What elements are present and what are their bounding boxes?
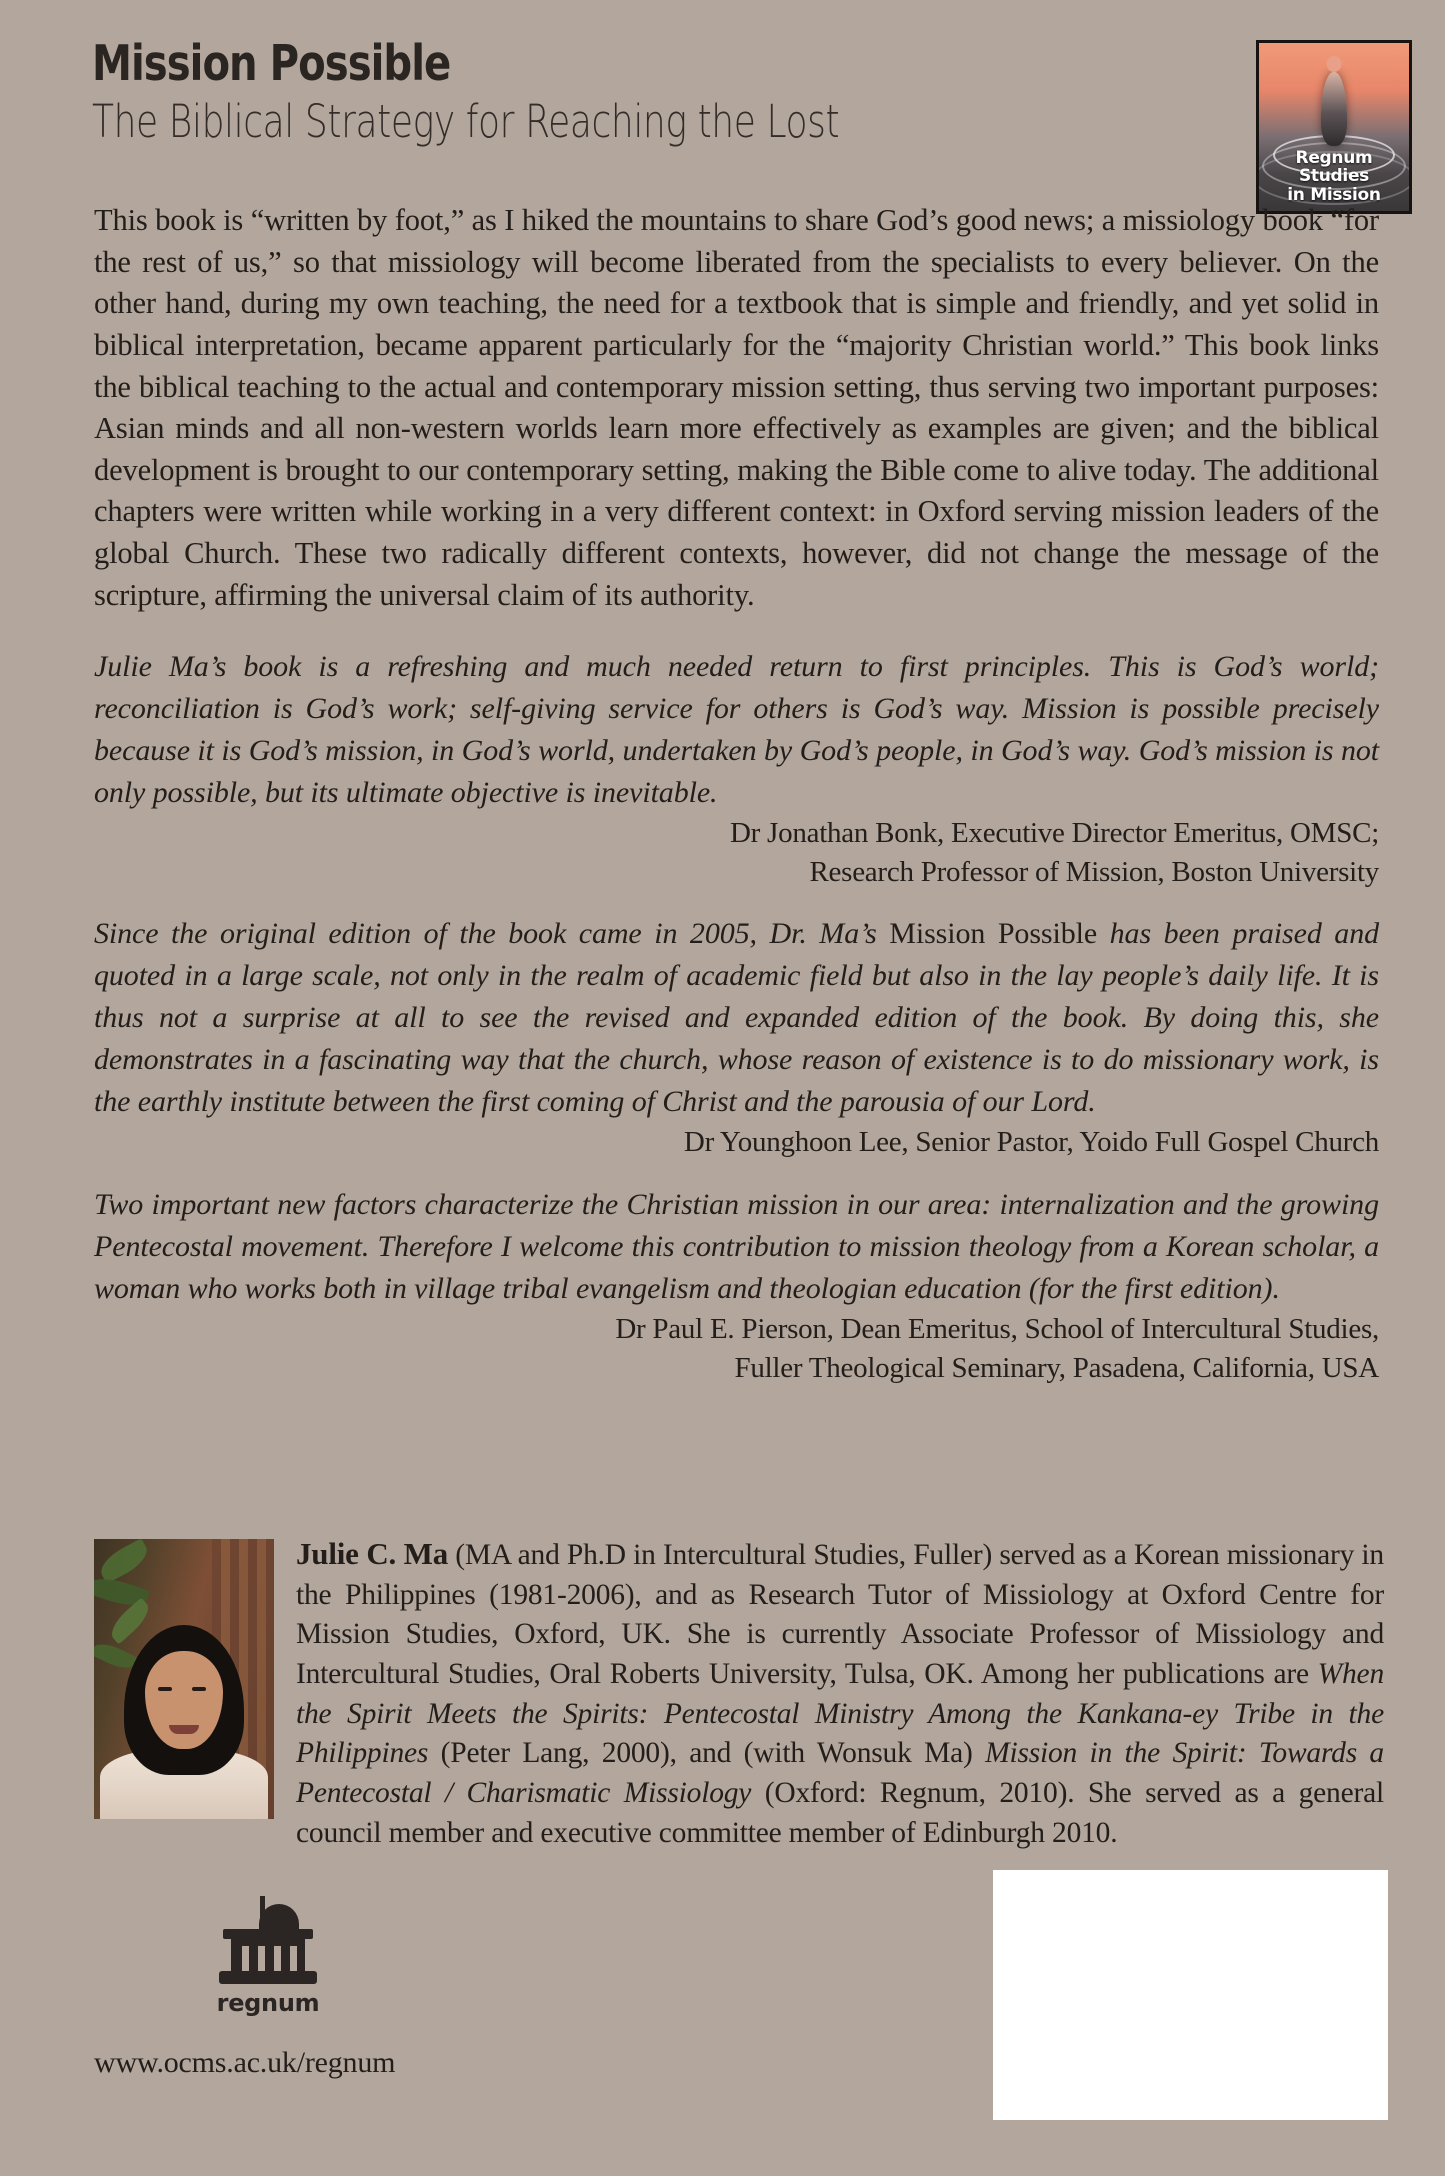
author-bio-part1: (MA and Ph.D in Intercultural Studies, Fuller) served as a Korean missionary in the Philippines (1981-2006), and as Research Tutor of Missiology at Oxford Centre for Mission Studies, Oxford, UK. She is currently Associate Professor of Missiology and Intercultural Studies, Oral Roberts University, Tulsa, OK. Among her publications are <box>296 1539 1384 1691</box>
cover-content <box>94 200 1379 1387</box>
building-columns <box>231 1939 305 1971</box>
endorsement-quote-1: Julie Ma’s book is a refreshing and much needed return to first principles. This is God’s world; reconciliation is God’s work; self-giving service for others is God’s way. Mission is possible precisely because it is God’s mission, in God’s world, undertaken by God’s people, in God’s way. God’s mission is not only possible, but its ultimate objective is inevitable. <box>94 650 1379 810</box>
endorsement-quote-2-post: has been praised and quoted in a large scale, not only in the realm of academic field but also in the lay people’s daily life. It is thus not a surprise at all to see the revised and expanded edition of the book. By doing this, she demonstrates in a fascinating way that the church, whose reason of existence is to do missionary work, is the earthly institute between the first coming of Christ and the parousia of our Lord. <box>94 917 1379 1119</box>
author-name: Julie C. Ma <box>296 1536 449 1571</box>
author-photo <box>94 1539 274 1819</box>
author-bio <box>94 1533 1384 1853</box>
page-subtitle: The Biblical Strategy for Reaching the Lost <box>92 95 840 149</box>
endorsement-quote-2-booktitle: Mission Possible <box>889 917 1098 951</box>
endorsement-attribution-1-line2: Research Professor of Mission, Boston University <box>809 855 1379 888</box>
author-book-title-1: When the Spirit Meets the Spirits: Pentecostal Ministry Among the Kankana-ey Tribe in the Philippines <box>296 1658 1384 1770</box>
photo-mouth <box>169 1725 199 1734</box>
series-logo <box>1256 40 1412 214</box>
publisher-name: regnum <box>216 1989 320 2017</box>
classical-building-icon <box>219 1900 317 1984</box>
building-column-gap <box>290 1946 297 1971</box>
building-dome <box>259 1904 299 1932</box>
endorsement-attribution-3-line2: Fuller Theological Seminary, Pasadena, California, USA <box>734 1351 1379 1384</box>
endorsement-quote-2-pre: Since the original edition of the book came in 2005, Dr. Ma’s <box>94 917 890 951</box>
building-column-gap <box>258 1946 265 1971</box>
cover-header <box>92 35 1405 188</box>
building-column-gap <box>274 1946 281 1971</box>
series-logo-label <box>1259 149 1409 204</box>
endorsement-quote-2 <box>94 913 1379 1123</box>
barcode-placeholder <box>993 1870 1388 2120</box>
author-bio-part2: (Peter Lang, 2000), and (with Wonsuk Ma) <box>428 1737 986 1770</box>
building-column-gap <box>242 1946 249 1971</box>
author-bio-part3: (Oxford: Regnum, 2010). She served as a general council member and executive committee member of Edinburgh 2010. <box>296 1777 1385 1849</box>
endorsement-attribution-3-line1: Dr Paul E. Pierson, Dean Emeritus, School of Intercultural Studies, <box>615 1312 1379 1345</box>
page-title: Mission Possible <box>92 35 451 92</box>
author-block <box>94 1533 1384 1853</box>
endorsement-attribution-2-line1: Dr Younghoon Lee, Senior Pastor, Yoido Full Gospel Church <box>683 1126 1379 1159</box>
photo-eye-right <box>192 1687 206 1691</box>
building-architrave <box>223 1929 313 1939</box>
series-logo-line2: in Mission <box>1287 184 1381 205</box>
series-logo-line1: Regnum Studies <box>1295 147 1373 187</box>
endorsement-attribution-1-line1: Dr Jonathan Bonk, Executive Director Emeritus, OMSC; <box>729 817 1379 850</box>
photo-eye-left <box>158 1687 172 1691</box>
endorsement-quote-3: Two important new factors characterize the Christian mission in our area: internalization and the growing Pentecostal movement. Therefore I welcome this contribution to mission theology from a Korean scholar, a woman who works both in village tribal evangelism and theologian education (for the first edition). <box>94 1187 1379 1305</box>
water-droplet-icon <box>1321 72 1347 146</box>
author-book-title-2: Mission in the Spirit: Towards a Pentecostal / Charismatic Missiology <box>296 1737 1384 1810</box>
photo-leaf <box>95 1539 152 1584</box>
author-blurb: This book is “written by foot,” as I hiked the mountains to share God’s good news; a missiology book “for the rest of us,” so that missiology will become liberated from the specialists to every believer. On the other hand, during my own teaching, the need for a textbook that is simple and friendly, and yet solid in biblical interpretation, became apparent particularly for the “majority Christian world.” This book links the biblical teaching to the actual and contemporary mission setting, thus serving two important purposes: Asian minds and all non-western worlds learn more effectively as examples are given; and the biblical development is brought to our contemporary setting, making the Bible come to alive today. The additional chapters were written while working in a very different context: in Oxford serving mission leaders of the global Church. These two radically different contexts, however, did not change the message of the scripture, affirming the universal claim of its authority. <box>94 203 1379 612</box>
publisher-website: www.ocms.ac.uk/regnum <box>94 2046 396 2079</box>
building-base <box>219 1971 317 1984</box>
publisher-logo <box>213 1900 323 2017</box>
